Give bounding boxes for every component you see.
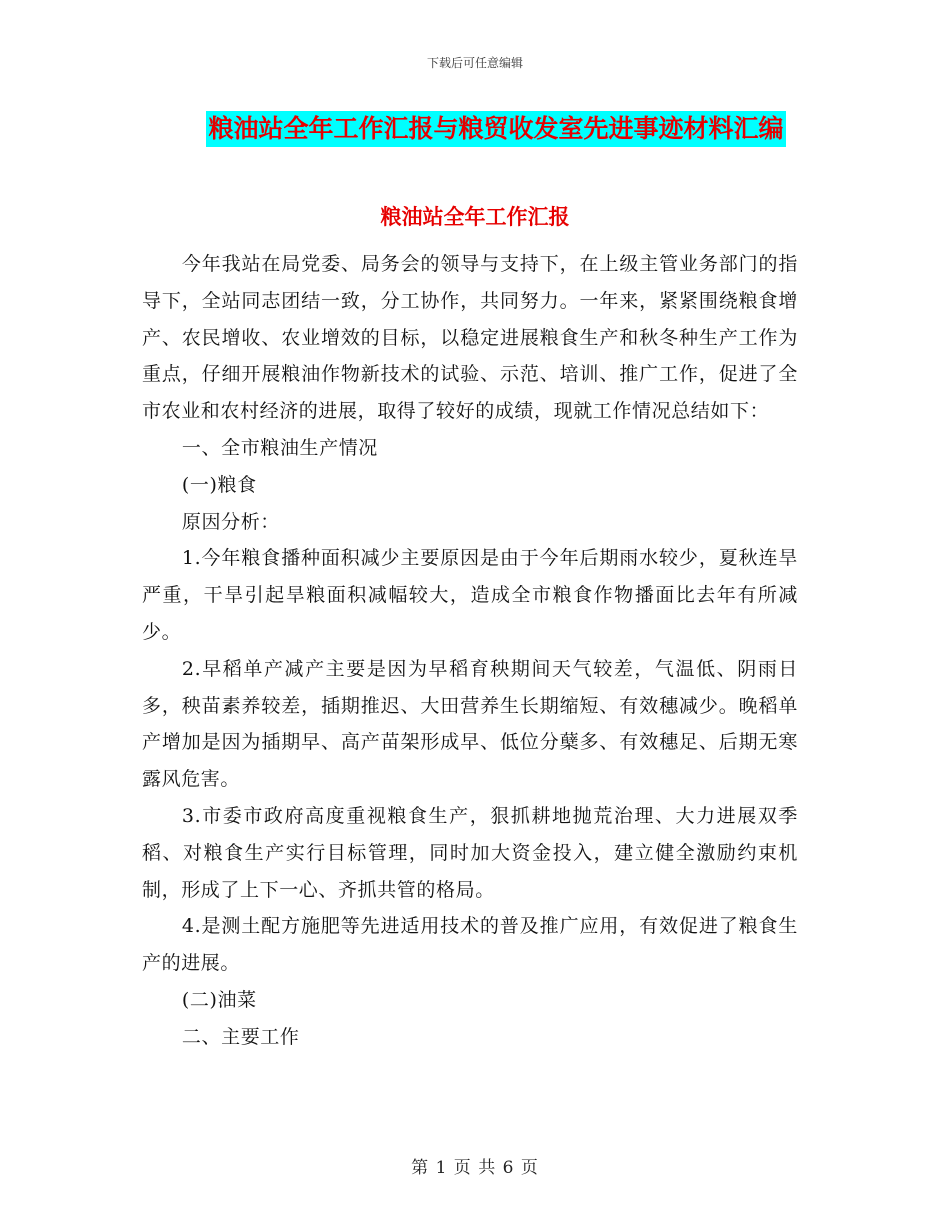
- paragraph-subheading-grain: (一)粮食: [181, 473, 257, 496]
- document-body: [142, 246, 798, 1056]
- paragraph-item-2: 2.早稻单产减产主要是因为早稻育秧期间天气较差，气温低、阴雨日多，秧苗素养较差，插期推迟、大田营养生长期缩短、有效穗减少。晚稻单产增加是因为插期早、高产苗架形成早、低位分蘖多、有效穗足、后期无寒露风危害。: [142, 657, 798, 791]
- paragraph-item-1: 1.今年粮食播种面积减少主要原因是由于今年后期雨水较少，夏秋连旱严重，干旱引起旱粮面积减幅较大，造成全市粮食作物播面比去年有所减少。: [142, 547, 798, 643]
- document-title: 粮油站全年工作汇报与粮贸收发室先进事迹材料汇编: [206, 111, 785, 147]
- section-title: 粮油站全年工作汇报: [380, 205, 570, 229]
- paragraph-intro: 今年我站在局党委、局务会的领导与支持下，在上级主管业务部门的指导下，全站同志团结一致，分工协作，共同努力。一年来，紧紧围绕粮食增产、农民增收、农业增效的目标，以稳定进展粮食生产和秋冬种生产工作为重点，仔细开展粮油作物新技术的试验、示范、培训、推广工作，促进了全市农业和农村经济的进展，取得了较好的成绩，现就工作情况总结如下：: [142, 253, 798, 423]
- paragraph-cause-analysis: 原因分析：: [181, 510, 280, 533]
- page-header-note: 下载后可任意编辑: [426, 56, 523, 70]
- paragraph-heading-2: 二、主要工作: [181, 1025, 300, 1048]
- paragraph-item-4: 4.是测土配方施肥等先进适用技术的普及推广应用，有效促进了粮食生产的进展。: [142, 915, 798, 975]
- paragraph-subheading-rapeseed: (二)油菜: [181, 988, 257, 1011]
- paragraph-item-3: 3.市委市政府高度重视粮食生产，狠抓耕地抛荒治理、大力进展双季稻、对粮食生产实行目标管理，同时加大资金投入，建立健全激励约束机制，形成了上下一心、齐抓共管的格局。: [142, 804, 798, 901]
- paragraph-heading-1: 一、全市粮油生产情况: [181, 436, 378, 459]
- page-number-footer: 第 1 页 共 6 页: [411, 1158, 539, 1178]
- document-title-container: [0, 111, 950, 147]
